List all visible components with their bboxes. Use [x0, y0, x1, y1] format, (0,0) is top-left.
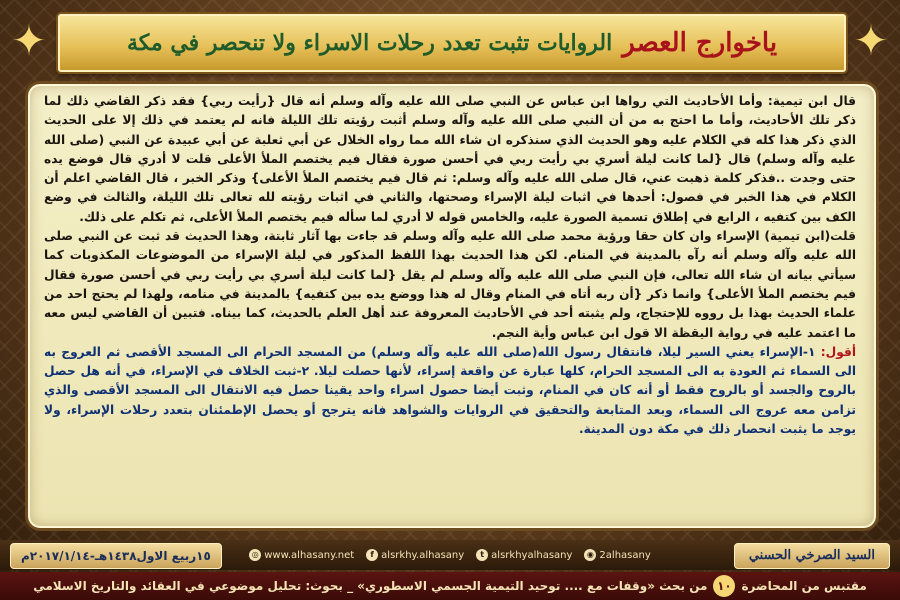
social-links [240, 546, 660, 564]
instagram-icon: ◉ [584, 549, 596, 561]
lecture-source-text: من بحث «وقفات مع .... توحيد التيمية الجسمي الاسطوري» _ بحوث: تحليل موضوعي في العقائد والتاريخ الاسلامي [33, 579, 708, 593]
social-link-text: 2alhasany [599, 549, 651, 561]
opinion-lead: أقول: [820, 344, 856, 359]
social-link-text: alsrkhyalhasany [491, 549, 573, 561]
title-banner [58, 14, 846, 72]
social-link-twitter[interactable] [476, 549, 572, 561]
social-link-instagram[interactable] [584, 549, 650, 561]
paragraph-quote-2: قلت(ابن تيمية) الإسراء وان كان حقا ورؤية محمد صلى الله عليه وآله وسلم قد جاءت بها آثار ثابتة، وهذا الحديث قد ثبت عن النبي صلى الله عليه وآله وسلم أنه رآه بالمدينة في المنام. لكن هذا الحديث بهذا اللفظ المذكور في ليلة الإسراء من الموضوعات المكذوبات كما سيأتي بيانه ان شاء الله تعالى، فإن النبي صلى الله عليه وآله وسلم لم يقل {لما كانت ليلة أسري بي رأيت ربي في أحسن صورة فقال فيم يختصم الملأ الأعلى} وانما ذكر {أن ربه أتاه في المنام وقال له هذا ووضع يده بين كتفيه} بالمدينة في منامه، ولهذا لم يحتج احد من علماء الحديث بهذا بل رووه للإحتجاج، ولم يثبته أحد في الأحاديث المعروفة عند أهل العلم بالحديث، كما بيناه. فتبين أن القاضي ليس معه ما اعتمد عليه في رواية اليقظة الا قول ابن عباس وأية النجم. [44, 229, 856, 340]
lecture-number-badge: ١٠ [713, 575, 735, 597]
title-highlight: ياخوارج العصر [622, 28, 778, 58]
date-label: ١٥ربيع الاول١٤٣٨هـ-٢٠١٧/١/١٤م [10, 543, 222, 569]
opinion-text: ١-الإسراء يعني السير ليلا، فانتقال رسول الله(صلى الله عليه وآله وسلم) من المسجد الحرام الى المسجد الأقصى ثم العروج به الى السماء ثم العودة به الى المسجد الحرام، كلها عبارة عن واقعة إسراء، لأنها حصلت ليلا. ٢-ثبت الخلاف في الإسراء، في أنه هل حصل بالروح والجسد أو بالروح فقط أو أنه كان في المنام، وثبت أيضا حصول اسراء واحد يقينا حصل فيه الانتقال الى المسجد الأقصى والذي تزامن معه عروج الى السماء، وبعد المتابعة والتحقيق في الروايات والشواهد فانه يترجح أو يحصل الإطمئنان بتعدد رحلات الإسراء، ولا يوجد ما يثبت انحصار ذلك في مكة دون المدينة. [44, 344, 856, 437]
star-ornament-icon: ✦ [853, 16, 889, 65]
footer-info-bar [0, 540, 900, 570]
twitter-icon: t [476, 549, 488, 561]
facebook-icon: f [366, 549, 378, 561]
social-link-facebook[interactable] [366, 549, 464, 561]
social-link-text: www.alhasany.net [264, 549, 355, 561]
title-text: الروايات تثبت تعدد رحلات الاسراء ولا تنحصر في مكة [126, 30, 613, 56]
star-ornament-icon: ✦ [11, 16, 47, 65]
paragraph-opinion [44, 343, 856, 439]
author-name: السيد الصرخي الحسني [734, 543, 890, 569]
lecture-source-bar [0, 572, 900, 600]
globe-icon: ◎ [249, 549, 261, 561]
social-link-website[interactable] [249, 549, 354, 561]
article-body [44, 92, 856, 439]
lecture-prefix: مقتبس من المحاضرة [741, 579, 867, 593]
paragraph-quote-1: قال ابن تيمية: وأما الأحاديث التي رواها ابن عباس عن النبي صلى الله عليه وآله وسلم أنه قال {رأيت ربي} فقد ذكر القاضي ذلك لما ذكر تلك الأحاديث، وأما ما احتج به من أن النبي صلى الله عليه وآله وسلم أثبت رؤيته تلك الليلة فانه لم يعتمد في ذلك إلا على الحديث الذي ذكر هذا كله في الكلام عليه وهو الحديث الذي سنذكره ان شاء الله مما رواه الخلال عن أبي ثعلبة عن أبي عبيدة عن النبي (صلى الله عليه وآله وسلم) قال {لما كانت ليلة أسري بي رأيت ربي في أحسن صورة فقال فيم يختصم الملأ الأعلى قلت لا أدري قال فوضع يده حتى وجدت ..فذكر كلمة ذهبت عني، قال صلى الله عليه وآله وسلم: ثم قال فيم يختصم الملأ الأعلى} وذكر الخبر ، قال القاضي اعلم أن الكلام في هذا الخبر في فصول: أحدها في اثبات ليلة الإسراء وصحتها، والثاني في اثبات رؤيته لله تعالى تلك الليلة، والثالث في وضع الكف بين كتفيه ، الرابع في إطلاق تسمية الصورة عليه، والخامس قوله لا أدري لما سأله فيم يختصم الملأ الأعلى، ثم تكلم على ذلك. [44, 94, 856, 224]
social-link-text: alsrkhy.alhasany [381, 549, 465, 561]
